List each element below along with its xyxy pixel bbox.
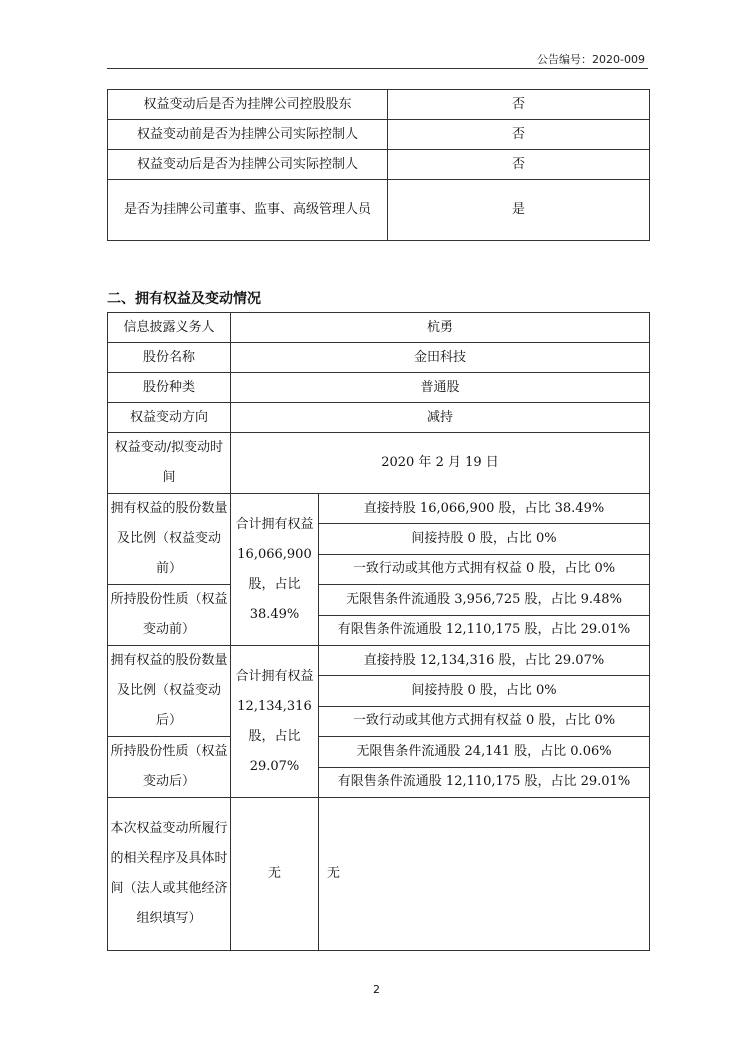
after-total: 合计拥有权益 12,134,316 股，占比 29.07% bbox=[231, 646, 319, 798]
stock-name-label: 股份名称 bbox=[108, 343, 231, 373]
table-row bbox=[108, 150, 650, 180]
table-row bbox=[108, 90, 650, 120]
table-row bbox=[108, 343, 650, 373]
row-value: 是 bbox=[388, 180, 650, 241]
equity-change-table bbox=[107, 312, 650, 951]
holding-item: 无限售条件流通股 24,141 股，占比 0.06% bbox=[319, 737, 650, 768]
row-label: 权益变动后是否为挂牌公司实际控制人 bbox=[108, 150, 388, 180]
stock-type-label: 股份种类 bbox=[108, 373, 231, 403]
direction-label: 权益变动方向 bbox=[108, 403, 231, 433]
table-row bbox=[108, 737, 650, 768]
row-value: 否 bbox=[388, 150, 650, 180]
table-row bbox=[108, 646, 650, 676]
direction-value: 减持 bbox=[231, 403, 650, 433]
holding-item: 间接持股 0 股，占比 0% bbox=[319, 676, 650, 706]
section-title: 二、拥有权益及变动情况 bbox=[107, 291, 261, 307]
table-row bbox=[108, 373, 650, 403]
holding-item: 直接持股 12,134,316 股，占比 29.07% bbox=[319, 646, 650, 676]
table-row bbox=[108, 180, 650, 241]
table-row bbox=[108, 585, 650, 616]
after-nature-label: 所持股份性质（权益变动后） bbox=[108, 737, 231, 798]
table-row bbox=[108, 403, 650, 433]
change-time-value: 2020 年 2 月 19 日 bbox=[231, 433, 650, 494]
table-row bbox=[108, 433, 650, 494]
announcement-number: 公告编号：2020-009 bbox=[537, 53, 645, 66]
holding-item: 有限售条件流通股 12,110,175 股，占比 29.01% bbox=[319, 615, 650, 646]
page-number: 2 bbox=[373, 983, 380, 996]
header-rule bbox=[107, 68, 648, 69]
row-value: 否 bbox=[388, 120, 650, 150]
before-quantity-label: 拥有权益的股份数量及比例（权益变动前） bbox=[108, 494, 231, 585]
before-total: 合计拥有权益 16,066,900 股，占比 38.49% bbox=[231, 494, 319, 646]
holding-item: 一致行动或其他方式拥有权益 0 股，占比 0% bbox=[319, 554, 650, 584]
stock-name-value: 金田科技 bbox=[231, 343, 650, 373]
table-row bbox=[108, 798, 650, 951]
table-row bbox=[108, 120, 650, 150]
stock-type-value: 普通股 bbox=[231, 373, 650, 403]
holding-item: 无限售条件流通股 3,956,725 股，占比 9.48% bbox=[319, 585, 650, 616]
row-label: 权益变动前是否为挂牌公司实际控制人 bbox=[108, 120, 388, 150]
discloser-value: 杭勇 bbox=[231, 313, 650, 343]
row-label: 权益变动后是否为挂牌公司控股股东 bbox=[108, 90, 388, 120]
table-row bbox=[108, 494, 650, 524]
procedure-detail: 无 bbox=[319, 798, 650, 951]
holding-item: 直接持股 16,066,900 股，占比 38.49% bbox=[319, 494, 650, 524]
row-value: 否 bbox=[388, 90, 650, 120]
before-nature-label: 所持股份性质（权益变动前） bbox=[108, 585, 231, 646]
status-table bbox=[107, 89, 650, 241]
holding-item: 有限售条件流通股 12,110,175 股，占比 29.01% bbox=[319, 767, 650, 798]
table-row bbox=[108, 313, 650, 343]
holding-item: 间接持股 0 股，占比 0% bbox=[319, 524, 650, 554]
procedure-label: 本次权益变动所履行的相关程序及具体时间（法人或其他经济组织填写） bbox=[108, 798, 231, 951]
change-time-label: 权益变动/拟变动时间 bbox=[108, 433, 231, 494]
after-quantity-label: 拥有权益的股份数量及比例（权益变动后） bbox=[108, 646, 231, 737]
procedure-value: 无 bbox=[231, 798, 319, 951]
discloser-label: 信息披露义务人 bbox=[108, 313, 231, 343]
holding-item: 一致行动或其他方式拥有权益 0 股，占比 0% bbox=[319, 706, 650, 736]
row-label: 是否为挂牌公司董事、监事、高级管理人员 bbox=[108, 180, 388, 241]
